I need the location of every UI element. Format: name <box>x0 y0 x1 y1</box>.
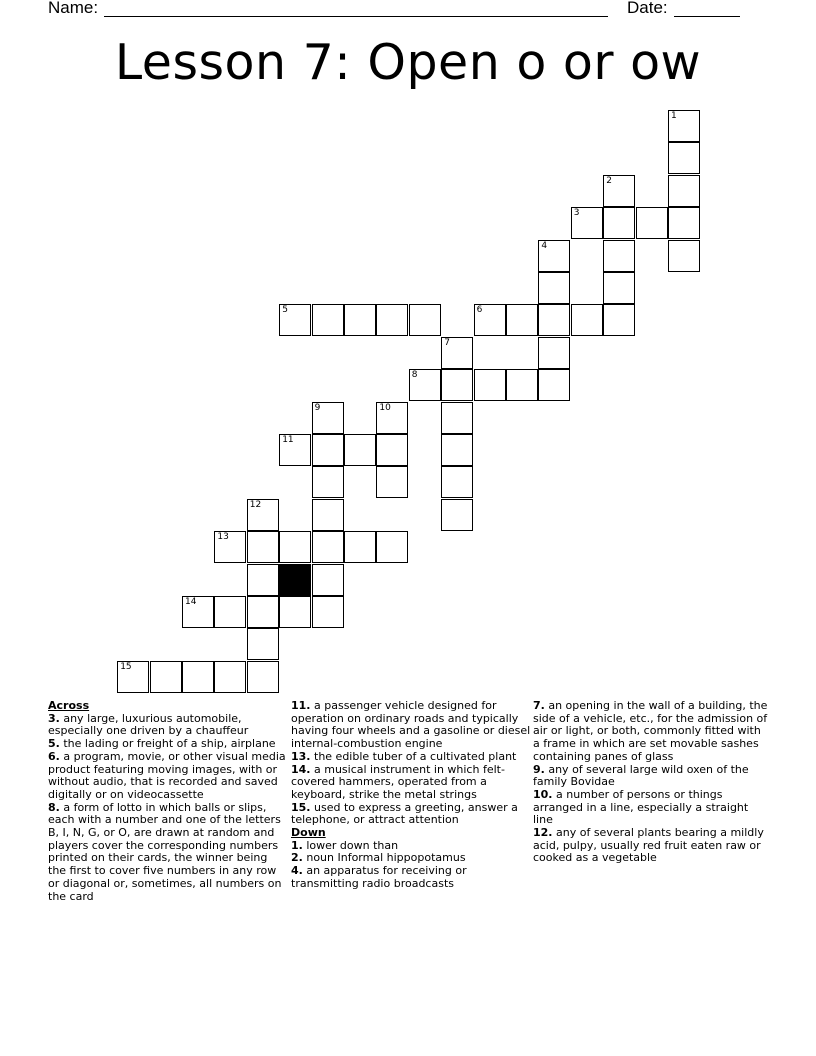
clue-text: any of several large wild oxen of the family Bovidae <box>533 762 749 789</box>
grid-cell-black <box>279 564 311 596</box>
clue-down-10 <box>533 789 768 827</box>
cell-number: 12 <box>249 499 262 510</box>
grid-cell[interactable] <box>247 661 279 693</box>
clues-column-2 <box>291 700 531 891</box>
grid-cell[interactable] <box>506 369 538 401</box>
clue-number: 2. <box>291 851 303 865</box>
grid-cell[interactable] <box>376 466 408 498</box>
clue-text: the edible tuber of a cultivated plant <box>314 749 517 763</box>
grid-cell[interactable] <box>474 304 506 336</box>
clue-text: used to express a greeting, answer a telephone, or attract attention <box>291 800 518 827</box>
cell-number: 1 <box>671 111 677 121</box>
date-label: Date: <box>627 0 668 17</box>
grid-cell[interactable] <box>538 337 570 369</box>
clue-text: the lading or freight of a ship, airplane <box>63 737 276 751</box>
grid-cell[interactable] <box>247 531 279 563</box>
clue-number: 12. <box>533 826 553 840</box>
clue-text: a musical instrument in which felt-covered hammers, operated from a keyboard, strike the metal strings <box>291 762 505 801</box>
grid-cell[interactable] <box>668 175 700 207</box>
clues-column-3 <box>533 700 768 865</box>
grid-cell[interactable] <box>247 596 279 628</box>
grid-cell[interactable] <box>603 272 635 304</box>
clue-down-9 <box>533 764 768 789</box>
clue-number: 4. <box>291 864 303 878</box>
grid-cell[interactable] <box>441 466 473 498</box>
grid-cell[interactable] <box>474 369 506 401</box>
cell-number: 10 <box>379 402 391 413</box>
clue-number: 13. <box>291 749 311 763</box>
clue-number: 11. <box>291 699 311 712</box>
page-title: Lesson 7: Open o or ow <box>114 34 702 91</box>
grid-cell[interactable] <box>312 304 344 336</box>
clue-number: 7. <box>533 699 545 712</box>
clue-text: any of several plants bearing a mildly acid, pulpy, usually red fruit eaten raw or cooked as a vegetable <box>533 826 764 865</box>
clue-across-8 <box>48 802 286 904</box>
cell-number: 13 <box>217 532 229 543</box>
grid-cell[interactable] <box>603 175 635 207</box>
clue-down-4 <box>291 865 531 890</box>
clues-column-1 <box>48 700 286 903</box>
cell-number: 9 <box>314 402 321 413</box>
clue-across-6 <box>48 751 286 802</box>
grid-cell[interactable] <box>571 304 603 336</box>
grid-cell[interactable] <box>538 272 570 304</box>
grid-cell[interactable] <box>441 402 473 434</box>
grid-cell[interactable] <box>247 499 279 531</box>
clue-number: 1. <box>291 838 303 852</box>
grid-cell[interactable] <box>603 207 635 239</box>
grid-cell[interactable] <box>376 304 408 336</box>
clue-number: 15. <box>291 800 311 814</box>
grid-cell[interactable] <box>376 434 408 466</box>
grid-cell[interactable] <box>312 466 344 498</box>
grid-cell[interactable] <box>247 628 279 660</box>
clue-number: 3. <box>48 711 60 725</box>
grid-cell[interactable] <box>668 240 700 272</box>
grid-cell[interactable] <box>603 240 635 272</box>
grid-cell[interactable] <box>312 434 344 466</box>
clue-text: any large, luxurious automobile, especially one driven by a chauffeur <box>48 711 249 738</box>
name-label: Name: <box>48 0 99 17</box>
grid-cell[interactable] <box>279 434 311 466</box>
cell-number: 4 <box>541 240 548 251</box>
grid-cell[interactable] <box>150 661 182 693</box>
cell-number: 2 <box>606 175 612 186</box>
cell-number: 14 <box>185 597 197 607</box>
grid-cell[interactable] <box>182 596 214 628</box>
grid-cell[interactable] <box>312 596 344 628</box>
grid-cell[interactable] <box>668 110 700 142</box>
grid-cell[interactable] <box>441 337 473 369</box>
grid-cell[interactable] <box>668 207 700 239</box>
clue-text: a passenger vehicle designed for operation on ordinary roads and typically having four wheels and a gasoline or diesel internal-combustion engine <box>291 699 531 751</box>
grid-cell[interactable] <box>182 661 214 693</box>
clue-down-7 <box>533 700 768 764</box>
clue-text: a form of lotto in which balls or slips, each with a number and one of the letters B, I, N, G, or O, are drawn at random and players cover the corresponding numbers printed on their cards, the winner being the first to cover five numbers in any row or diagonal or, sometimes, all numbers on the card <box>48 800 282 903</box>
cell-number: 6 <box>476 305 483 316</box>
clue-text: lower down than <box>306 838 399 852</box>
clue-text: noun Informal hippopotamus <box>306 851 466 865</box>
grid-cell[interactable] <box>312 402 344 434</box>
grid-cell[interactable] <box>214 661 246 693</box>
grid-cell[interactable] <box>409 304 441 336</box>
grid-cell[interactable] <box>117 661 149 693</box>
grid-cell[interactable] <box>214 531 246 563</box>
grid-cell[interactable] <box>441 369 473 401</box>
clue-number: 6. <box>48 749 60 763</box>
grid-cell[interactable] <box>279 596 311 628</box>
clue-number: 8. <box>48 800 60 814</box>
grid-cell[interactable] <box>214 596 246 628</box>
clue-across-15 <box>291 802 531 827</box>
grid-cell[interactable] <box>571 207 603 239</box>
clue-number: 10. <box>533 787 553 801</box>
cell-number: 15 <box>120 661 132 672</box>
clue-text: an opening in the wall of a building, the side of a vehicle, etc., for the admission of air or light, or both, commonly fitted with a frame in which are set movable sashes containing panes of glass <box>533 699 768 763</box>
grid-cell[interactable] <box>344 531 376 563</box>
cell-number: 11 <box>282 435 294 445</box>
clue-text: a program, movie, or other visual media product featuring moving images, with or without audio, that is recorded and saved digitally or on videocassette <box>48 749 286 801</box>
clue-text: an apparatus for receiving or transmitting radio broadcasts <box>291 864 467 890</box>
grid-cell[interactable] <box>312 499 344 531</box>
down-heading: Down <box>291 826 326 840</box>
cell-number: 5 <box>282 305 288 316</box>
clue-across-11 <box>291 700 531 751</box>
grid-cell[interactable] <box>312 564 344 596</box>
grid-cell[interactable] <box>603 304 635 336</box>
grid-cell[interactable] <box>279 531 311 563</box>
across-heading: Across <box>48 699 90 712</box>
clue-number: 14. <box>291 762 311 776</box>
grid-cell[interactable] <box>538 369 570 401</box>
cell-number: 8 <box>411 370 418 381</box>
cell-number: 7 <box>444 337 450 348</box>
grid-cell[interactable] <box>312 531 344 563</box>
clue-number: 9. <box>533 762 545 776</box>
grid-cell[interactable] <box>344 304 376 336</box>
grid-cell[interactable] <box>344 434 376 466</box>
grid-cell[interactable] <box>279 304 311 336</box>
grid-cell[interactable] <box>506 304 538 336</box>
clue-text: a number of persons or things arranged in a line, especially a straight line <box>533 787 749 827</box>
grid-cell[interactable] <box>441 499 473 531</box>
clue-across-3 <box>48 713 286 738</box>
grid-cell[interactable] <box>409 369 441 401</box>
clue-number: 5. <box>48 737 60 751</box>
clue-down-12 <box>533 827 768 865</box>
grid-cell[interactable] <box>441 434 473 466</box>
grid-cell[interactable] <box>376 402 408 434</box>
grid-cell[interactable] <box>538 304 570 336</box>
grid-cell[interactable] <box>668 142 700 174</box>
cell-number: 3 <box>573 208 580 219</box>
grid-cell[interactable] <box>538 240 570 272</box>
clue-across-14 <box>291 764 531 802</box>
grid-cell[interactable] <box>247 564 279 596</box>
grid-cell[interactable] <box>376 531 408 563</box>
grid-cell[interactable] <box>636 207 668 239</box>
